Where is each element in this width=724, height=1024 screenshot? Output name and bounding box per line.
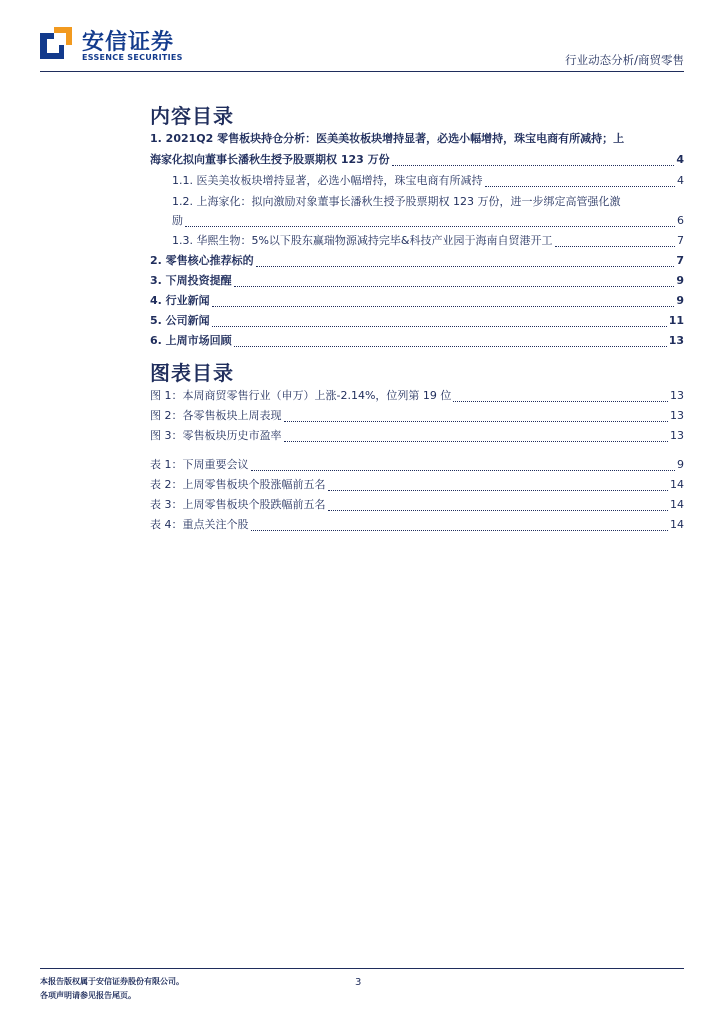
toc-entry-text: 1.3. 华熙生物：5%以下股东赢瑞物源减持完毕&科技产业园于海南自贸港开工 [172,234,553,247]
toc-leader-dots [251,461,676,471]
figure-entry-2[interactable] [150,407,684,426]
logo-english-name: ESSENCE SECURITIES [82,53,183,62]
figures-list-title: 图表目录 [150,361,234,385]
toc-entry-1-1[interactable] [172,172,684,191]
table-entry-text: 表 2：上周零售板块个股涨幅前五名 [150,478,326,491]
table-entry-text: 表 4：重点关注个股 [150,518,249,531]
toc-page-number: 11 [668,314,684,327]
toc-leader-dots [284,412,669,422]
toc-entry-text: 2. 零售核心推荐标的 [150,254,254,267]
toc-entry-text: 1.1. 医美美妆板块增持显著，必选小幅增持，珠宝电商有所减持 [172,174,483,187]
toc-page-number: 13 [668,334,684,347]
toc-leader-dots [328,501,669,511]
toc-entry-text: 励 [172,214,183,227]
toc-page-number: 7 [676,254,684,267]
figure-entry-3[interactable] [150,427,684,446]
figure-page-number: 13 [670,409,684,422]
table-entry-2[interactable] [150,476,684,495]
toc-entry-text: 海家化拟向董事长潘秋生授予股票期权 123 万份 [150,153,390,166]
figure-entry-1[interactable] [150,387,684,406]
toc-entry-3[interactable] [150,272,684,291]
page-number: 3 [355,977,362,988]
toc-entry-text: 3. 下周投资提醒 [150,274,232,287]
toc-entry-1-2-line1[interactable]: 1.2. 上海家化：拟向激励对象董事长潘秋生授予股票期权 123 万份，进一步绑定高管强化激 [172,195,621,208]
table-entry-text: 表 1：下周重要会议 [150,458,249,471]
figure-entry-text: 图 2：各零售板块上周表现 [150,409,282,422]
toc-leader-dots [234,277,675,287]
toc-entry-6[interactable] [150,332,684,351]
logo-chinese-name: 安信证券 [82,30,175,55]
copyright-note: 本报告版权属于安信证券股份有限公司。 [40,977,184,986]
toc-entry-2[interactable] [150,252,684,271]
toc-entry-text: 5. 公司新闻 [150,314,210,327]
toc-page-number: 9 [676,294,684,307]
disclaimer-note: 各项声明请参见报告尾页。 [40,991,136,1000]
toc-leader-dots [212,297,675,307]
toc-page-number: 4 [676,153,684,166]
toc-leader-dots [185,217,675,227]
table-page-number: 14 [670,478,684,491]
toc-leader-dots [284,432,669,442]
toc-leader-dots [328,481,669,491]
toc-leader-dots [392,156,675,166]
toc-leader-dots [555,237,675,247]
toc-leader-dots [234,337,667,347]
toc-entry-1-line1[interactable]: 1. 2021Q2 零售板块持仓分析：医美美妆板块增持显著，必选小幅增持，珠宝电商有所减持；上 [150,132,625,145]
toc-entry-4[interactable] [150,292,684,311]
table-page-number: 9 [677,458,684,471]
toc-entry-1-2[interactable] [172,212,684,231]
page-header [0,0,724,80]
table-entry-1[interactable] [150,456,684,475]
essence-logo-icon [40,27,74,61]
toc-entry-5[interactable] [150,312,684,331]
toc-entry-1[interactable] [150,151,684,170]
toc-entry-1-3[interactable] [172,232,684,251]
table-entry-3[interactable] [150,496,684,515]
toc-title: 内容目录 [150,104,234,128]
figure-entry-text: 图 1：本周商贸零售行业（申万）上涨-2.14%，位列第 19 位 [150,389,452,402]
figure-page-number: 13 [670,389,684,402]
figure-entry-text: 图 3：零售板块历史市盈率 [150,429,282,442]
toc-page-number: 6 [677,214,684,227]
figure-page-number: 13 [670,429,684,442]
table-entry-text: 表 3：上周零售板块个股跌幅前五名 [150,498,326,511]
header-divider [40,71,684,72]
toc-entry-text: 4. 行业新闻 [150,294,210,307]
toc-leader-dots [256,257,675,267]
toc-leader-dots [485,177,676,187]
toc-leader-dots [453,392,668,402]
toc-entry-text: 6. 上周市场回顾 [150,334,232,347]
table-page-number: 14 [670,498,684,511]
table-entry-4[interactable] [150,516,684,535]
report-category: 行业动态分析/商贸零售 [565,53,684,67]
toc-page-number: 4 [677,174,684,187]
company-logo [40,25,230,65]
footer-divider [40,968,684,969]
toc-leader-dots [251,521,669,531]
toc-page-number: 9 [676,274,684,287]
toc-page-number: 7 [677,234,684,247]
table-page-number: 14 [670,518,684,531]
toc-leader-dots [212,317,667,327]
